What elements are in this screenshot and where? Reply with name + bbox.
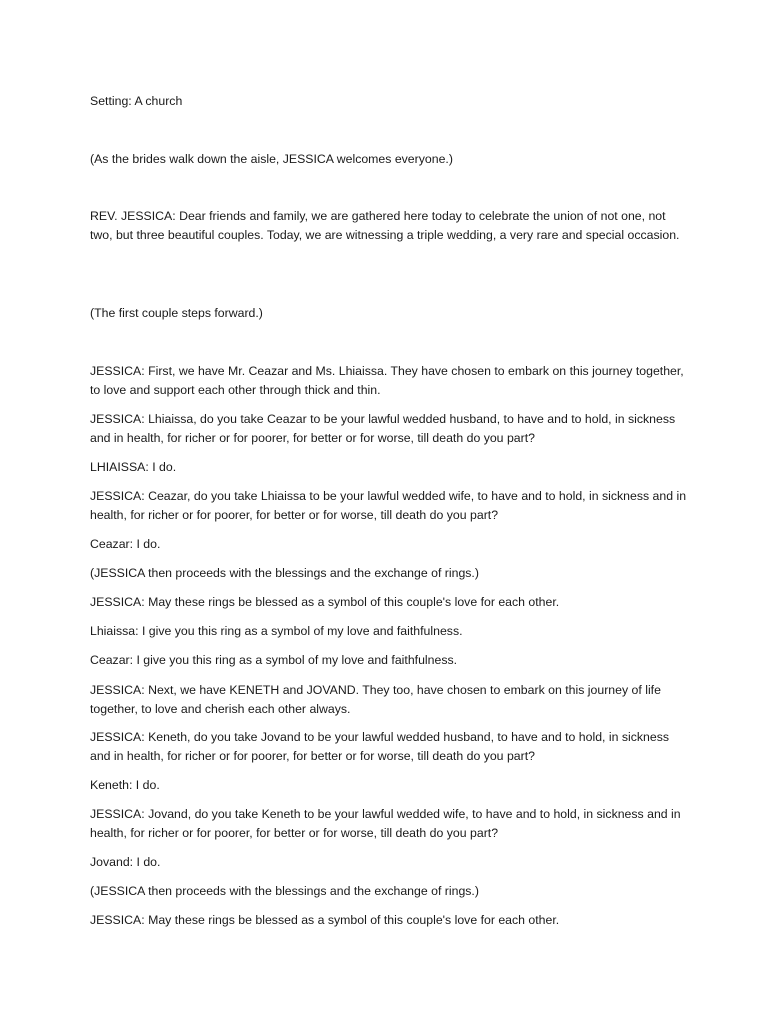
dialogue-paragraph: Keneth: I do.	[90, 778, 160, 792]
stage-direction: (The first couple steps forward.)	[90, 306, 263, 320]
dialogue-paragraph: REV. JESSICA: Dear friends and family, we are gathered here today to celebrate the union of not one, not two, but three beautiful couples. Today, we are witnessing a triple wedding, a very rare and special occasion.	[90, 209, 680, 242]
dialogue-paragraph: JESSICA: Next, we have KENETH and JOVAND. They too, have chosen to embark on this journey of life together, to love and cherish each other always.	[90, 683, 661, 716]
dialogue-paragraph: Ceazar: I give you this ring as a symbol of my love and faithfulness.	[90, 653, 458, 667]
dialogue-paragraph: Jovand: I do.	[90, 855, 161, 869]
dialogue-paragraph: JESSICA: Ceazar, do you take Lhiaissa to be your lawful wedded wife, to have and to hold, in sickness and in health, for richer or for poorer, for better or for worse, till death do you part?	[90, 489, 687, 522]
stage-direction: (JESSICA then proceeds with the blessings and the exchange of rings.)	[90, 884, 479, 898]
dialogue-paragraph: JESSICA: Keneth, do you take Jovand to be your lawful wedded husband, to have and to hold, in sickness and in health, for richer or for poorer, for better or for worse, till death do you part?	[90, 730, 670, 763]
stage-direction: (JESSICA then proceeds with the blessings and the exchange of rings.)	[90, 566, 479, 580]
dialogue-paragraph: JESSICA: May these rings be blessed as a symbol of this couple's love for each other.	[90, 595, 560, 609]
dialogue-paragraph: JESSICA: Lhiaissa, do you take Ceazar to be your lawful wedded husband, to have and to hold, in sickness and in health, for richer or for poorer, for better or for worse, till death do you part?	[90, 412, 676, 445]
stage-direction: (As the brides walk down the aisle, JESSICA welcomes everyone.)	[90, 152, 453, 166]
dialogue-paragraph: JESSICA: May these rings be blessed as a symbol of this couple's love for each other.	[90, 913, 560, 927]
setting-line: Setting: A church	[90, 94, 183, 108]
dialogue-paragraph: Ceazar: I do.	[90, 537, 161, 551]
dialogue-paragraph: Lhiaissa: I give you this ring as a symbol of my love and faithfulness.	[90, 624, 463, 638]
dialogue-paragraph: JESSICA: First, we have Mr. Ceazar and Ms. Lhiaissa. They have chosen to embark on this journey together, to love and support each other through thick and thin.	[90, 364, 684, 397]
dialogue-paragraph: JESSICA: Jovand, do you take Keneth to be your lawful wedded wife, to have and to hold, in sickness and in health, for richer or for poorer, for better or for worse, till death do you part?	[90, 807, 681, 840]
dialogue-paragraph: LHIAISSA: I do.	[90, 460, 177, 474]
